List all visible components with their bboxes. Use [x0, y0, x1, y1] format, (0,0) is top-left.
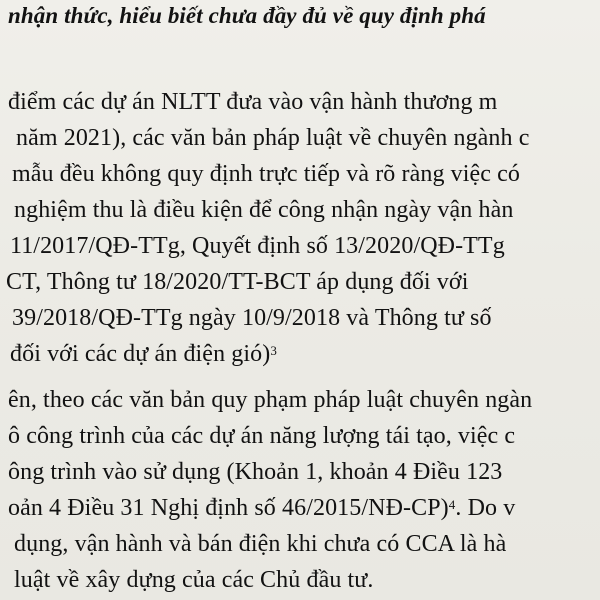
text-segment: . Do v — [455, 495, 516, 521]
text-line: mẫu đều không quy định trực tiếp và rõ ràng việc có — [12, 161, 520, 187]
text-segment: oản 4 Điều 31 Nghị định số 46/2015/NĐ-CP) — [8, 495, 449, 521]
text-segment: đối với các dự án điện gió) — [10, 341, 271, 367]
footnote-marker: 4 — [448, 497, 456, 512]
text-line: ô công trình của các dự án năng lượng tái tạo, việc c — [8, 423, 516, 449]
text-line — [8, 494, 515, 522]
text-line: dụng, vận hành và bán điện khi chưa có CCA là hà — [14, 531, 507, 557]
text-line: 11/2017/QĐ-TTg, Quyết định số 13/2020/QĐ-TTg — [10, 233, 505, 259]
text-line: điểm các dự án NLTT đưa vào vận hành thương m — [8, 89, 498, 115]
text-line: ên, theo các văn bản quy phạm pháp luật chuyên ngàn — [8, 387, 533, 413]
text-line: luật về xây dựng của các Chủ đầu tư. — [14, 567, 374, 593]
text-line — [10, 340, 277, 368]
footnote-marker: 3 — [270, 343, 277, 358]
text-line: 39/2018/QĐ-TTg ngày 10/9/2018 và Thông tư số — [12, 305, 492, 331]
section-heading: nhận thức, hiểu biết chưa đầy đủ về quy định phá — [8, 3, 486, 28]
text-line: nghiệm thu là điều kiện để công nhận ngày vận hàn — [14, 197, 514, 223]
text-line: ông trình vào sử dụng (Khoản 1, khoản 4 Điều 123 — [8, 459, 503, 485]
text-line: năm 2021), các văn bản pháp luật về chuyên ngành c — [16, 125, 530, 151]
text-line: CT, Thông tư 18/2020/TT-BCT áp dụng đối với — [6, 269, 469, 295]
